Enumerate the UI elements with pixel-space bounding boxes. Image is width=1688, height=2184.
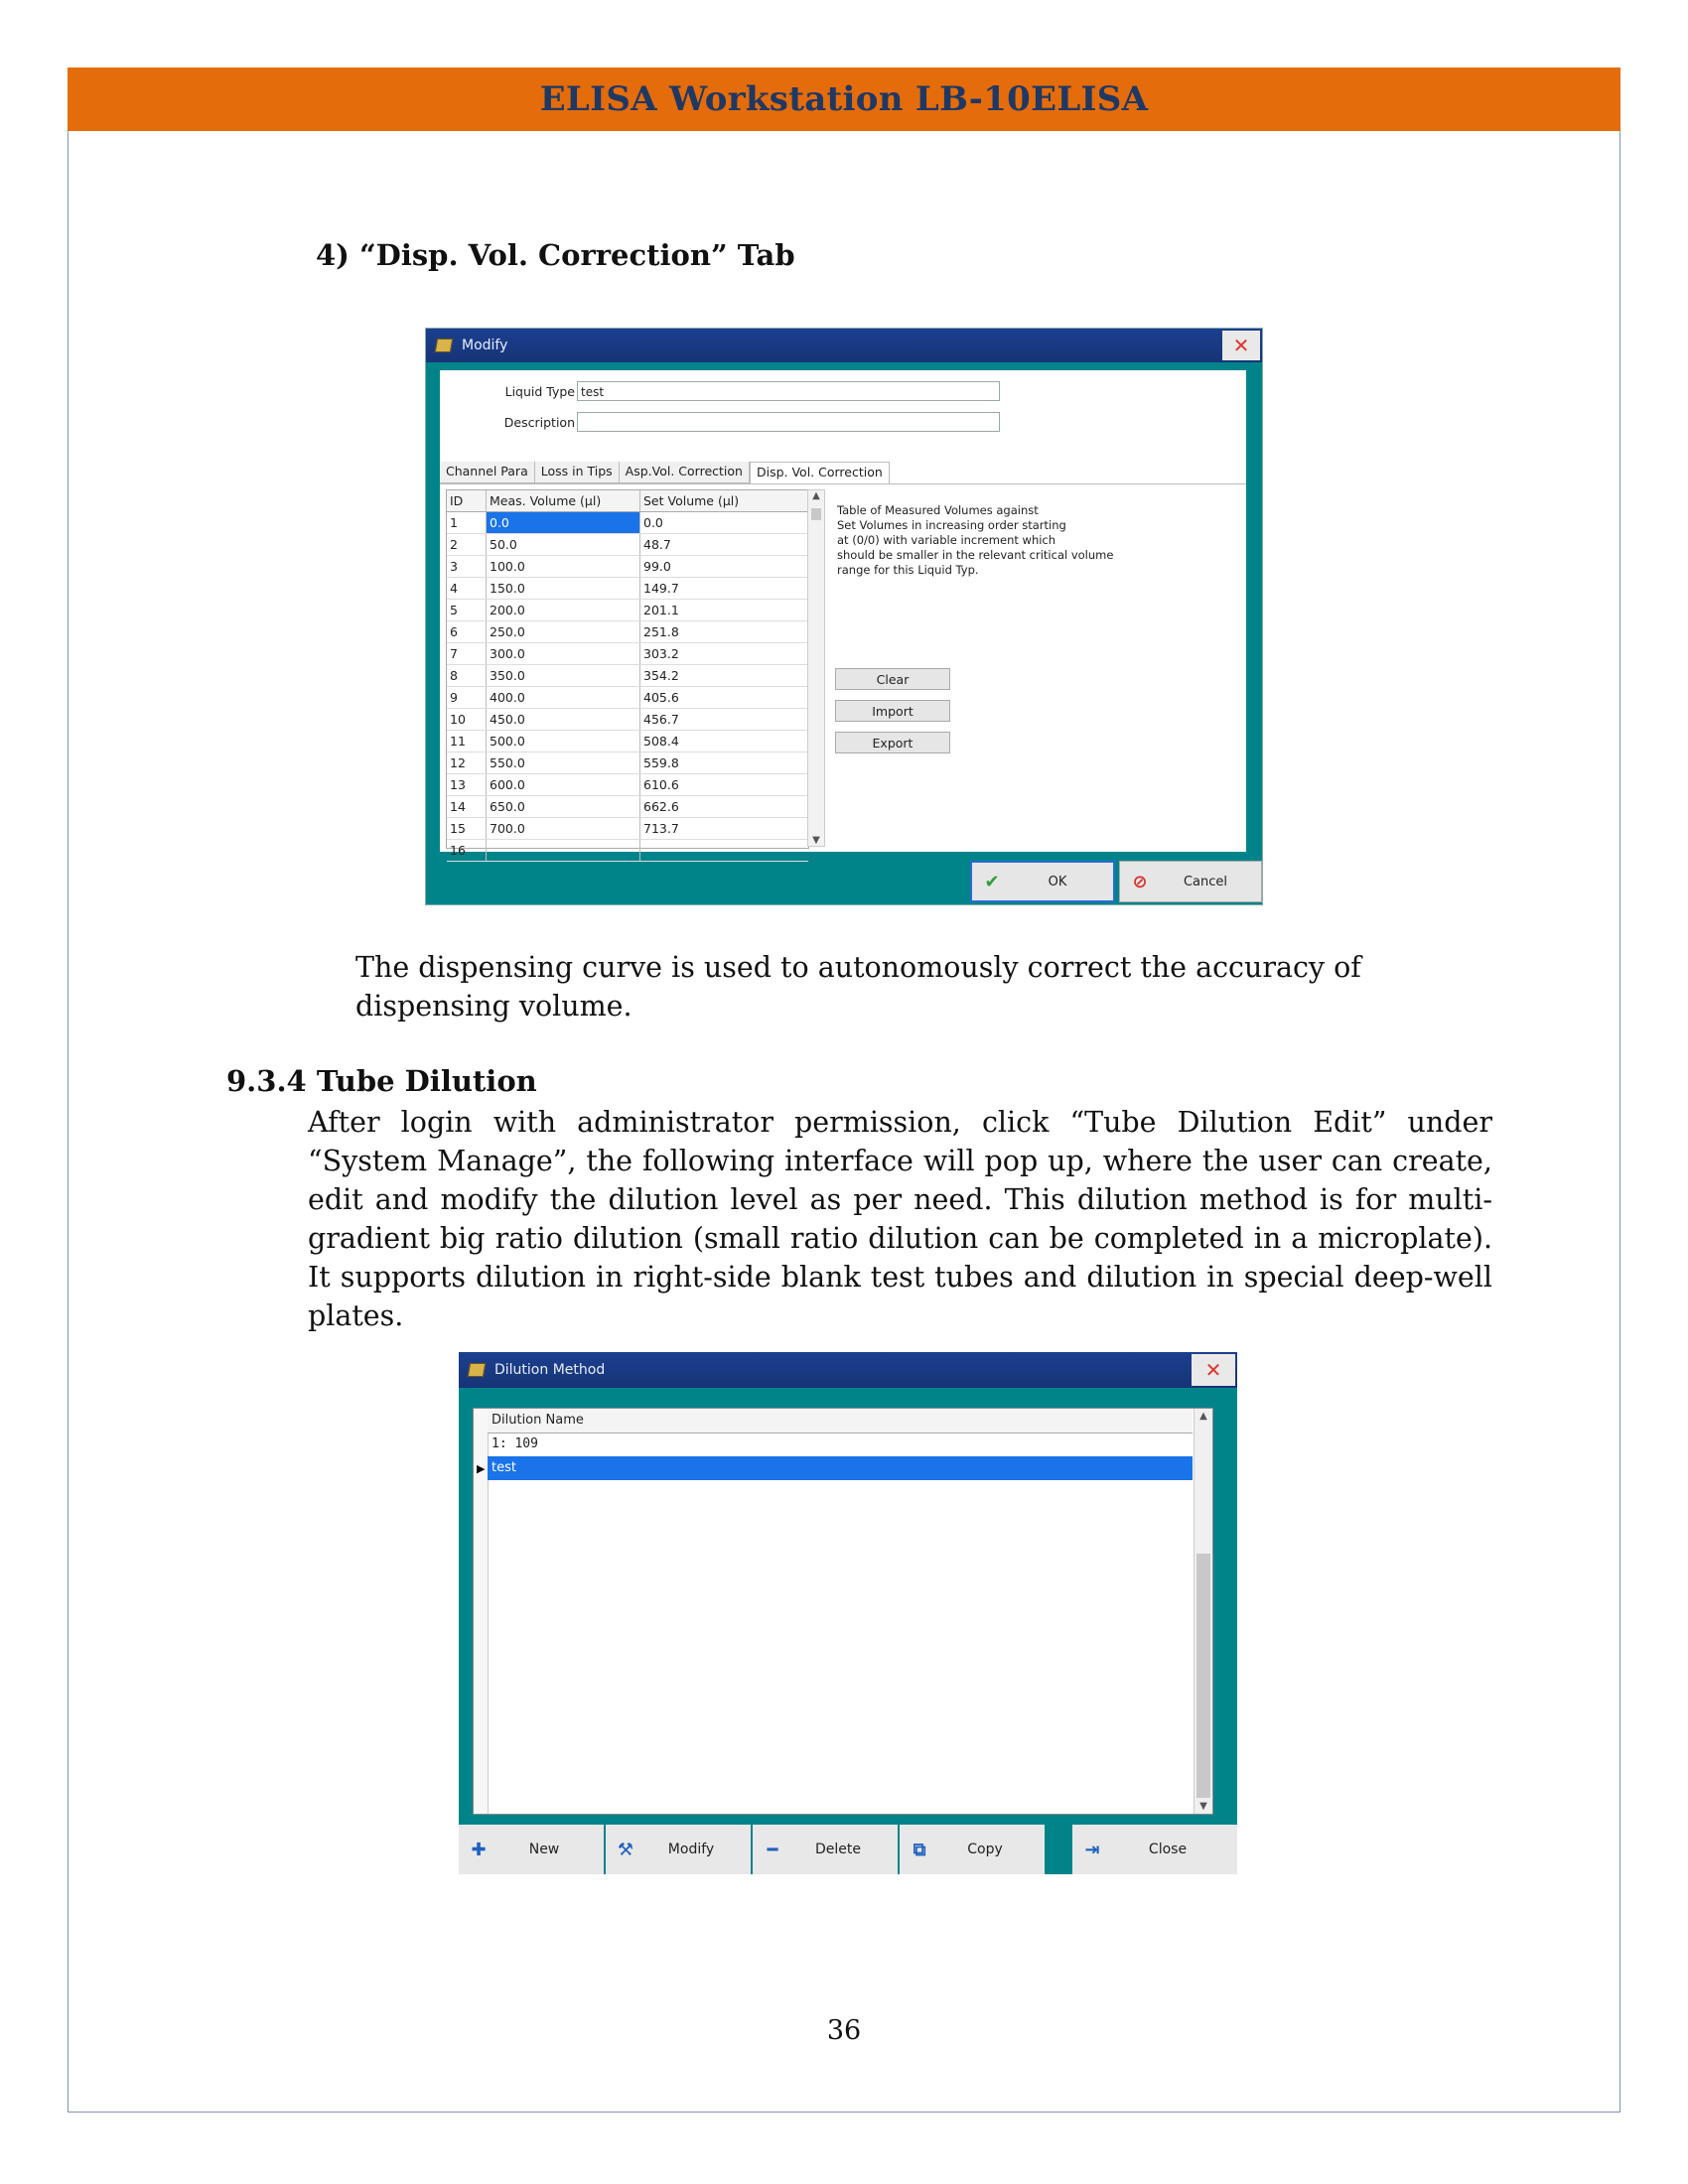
close-button[interactable]	[1072, 1825, 1237, 1874]
modify-titlebar	[426, 329, 1262, 362]
cell-meas-volume[interactable]: 100.0	[487, 556, 640, 577]
cancel-label: Cancel	[1183, 874, 1228, 889]
liquid-type-input[interactable]: test	[577, 381, 1000, 401]
app-icon	[468, 1363, 486, 1377]
cell-set-volume[interactable]: 303.2	[643, 646, 679, 661]
app-icon	[435, 339, 453, 352]
dilution-title: Dilution Method	[494, 1362, 606, 1378]
table-row[interactable]	[447, 512, 808, 534]
table-row[interactable]	[447, 665, 808, 687]
dilution-name-header: Dilution Name	[488, 1409, 1193, 1433]
table-header	[447, 490, 808, 512]
minus-icon: ━	[767, 1839, 778, 1860]
paragraph-tube-dilution: After login with administrator permission, click “Tube Dilution Edit” under “System Manage”, the following interface will pop up, where the user can create, edit and modify the dilution level as per need. This dilution method is for multi-gradient big ratio dilution (small ratio dilution can be completed in a microplate). It supports dilution in right-side blank test tubes and dilution in special deep-well plates.	[308, 1106, 1492, 1332]
table-row[interactable]	[447, 796, 808, 818]
scroll-thumb[interactable]	[811, 508, 821, 520]
scroll-up-icon[interactable]: ▲	[1199, 1411, 1207, 1422]
table-row[interactable]	[447, 534, 808, 556]
modify-title: Modify	[462, 338, 508, 353]
table-row[interactable]	[447, 687, 808, 709]
col-id-header: ID	[447, 490, 487, 511]
cell-set-volume[interactable]: 48.7	[643, 537, 671, 552]
cell-id[interactable]: 10	[447, 709, 487, 730]
cell-set-volume[interactable]	[640, 840, 806, 861]
scroll-thumb[interactable]	[1196, 1554, 1210, 1798]
wrench-icon: ⚒	[617, 1839, 634, 1860]
cell-id[interactable]: 11	[447, 731, 487, 751]
info-text: Table of Measured Volumes against Set Volumes in increasing order starting at (0/0) with variable increment which should be smaller in the relevant critical volume range for this Liquid Typ.	[837, 503, 1114, 577]
delete-label: Delete	[815, 1842, 861, 1857]
liquid-type-label: Liquid Type	[504, 384, 575, 399]
ok-button[interactable]	[970, 861, 1115, 902]
description-label: Description	[503, 415, 575, 430]
list-scrollbar[interactable]	[1194, 1409, 1212, 1814]
cell-id[interactable]: 9	[447, 687, 487, 708]
close-label: Close	[1148, 1842, 1188, 1857]
cell-meas-volume[interactable]: 300.0	[487, 643, 640, 664]
cell-meas-volume[interactable]: 600.0	[487, 774, 640, 795]
new-button[interactable]	[459, 1825, 606, 1874]
plus-icon: ✚	[471, 1839, 487, 1860]
table-row[interactable]	[447, 818, 808, 840]
close-icon[interactable]: ✕	[1192, 1354, 1235, 1386]
table-row[interactable]	[447, 621, 808, 643]
import-button[interactable]: Import	[835, 700, 950, 722]
table-row[interactable]	[447, 643, 808, 665]
clear-button[interactable]: Clear	[835, 668, 950, 690]
cell-id[interactable]: 4	[447, 578, 487, 599]
cell-set-volume[interactable]: 251.8	[643, 624, 679, 639]
cell-meas-volume[interactable]: 250.0	[487, 621, 640, 642]
cell-set-volume[interactable]: 662.6	[643, 799, 679, 814]
tab-channel-para[interactable]: Channel Para	[440, 462, 535, 483]
table-row[interactable]	[447, 840, 808, 862]
export-button[interactable]: Export	[835, 732, 950, 753]
table-row[interactable]	[447, 752, 808, 774]
tab-disp-vol-correction[interactable]: Disp. Vol. Correction	[750, 462, 890, 483]
paragraph-dispensing-curve: The dispensing curve is used to autonomously correct the accuracy of dispensing volume.	[355, 951, 1361, 1023]
table-row[interactable]	[447, 578, 808, 600]
modify-dialog	[425, 328, 1263, 905]
cell-meas-volume[interactable]: 450.0	[487, 709, 640, 730]
cell-set-volume[interactable]: 559.8	[643, 755, 679, 770]
table-scrollbar[interactable]	[807, 489, 825, 847]
copy-label: Copy	[967, 1842, 1003, 1857]
page-number: 36	[826, 2015, 862, 2046]
cell-meas-volume[interactable]: 500.0	[487, 731, 640, 751]
cell-meas-volume[interactable]: 200.0	[487, 600, 640, 620]
cell-id[interactable]: 16	[447, 840, 487, 861]
cell-set-volume[interactable]: 149.7	[643, 581, 679, 596]
cell-meas-volume[interactable]: 550.0	[487, 752, 640, 773]
section-title: 9.3.4 Tube Dilution	[226, 1064, 537, 1098]
table-row[interactable]	[447, 731, 808, 752]
copy-icon: ⧉	[913, 1839, 926, 1860]
cell-meas-volume[interactable]: 650.0	[487, 796, 640, 817]
dilution-dialog	[459, 1352, 1237, 1874]
tab-panel-divider	[440, 483, 1246, 484]
col-set-header: Set Volume (µl)	[643, 493, 740, 508]
col-meas-header: Meas. Volume (µl)	[487, 490, 640, 511]
tab-asp-vol-correction[interactable]: Asp.Vol. Correction	[620, 462, 750, 483]
cell-set-volume[interactable]: 0.0	[643, 515, 663, 530]
scroll-down-icon[interactable]: ▼	[1199, 1801, 1207, 1812]
delete-button[interactable]	[753, 1825, 900, 1874]
table-row[interactable]	[447, 600, 808, 621]
tab-loss-in-tips[interactable]: Loss in Tips	[535, 462, 620, 483]
table-row[interactable]	[447, 774, 808, 796]
cell-set-volume[interactable]: 456.7	[643, 712, 679, 727]
close-icon[interactable]: ✕	[1222, 331, 1260, 360]
ok-label: OK	[1048, 874, 1067, 889]
cell-meas-volume[interactable]: 0.0	[487, 512, 640, 533]
cell-meas-volume[interactable]: 700.0	[487, 818, 640, 839]
table-row[interactable]	[447, 709, 808, 731]
cell-id[interactable]: 3	[447, 556, 487, 577]
cell-meas-volume[interactable]: 400.0	[487, 687, 640, 708]
modify-button[interactable]	[606, 1825, 753, 1874]
cell-id[interactable]: 6	[447, 621, 487, 642]
cell-meas-volume[interactable]: 50.0	[487, 534, 640, 555]
cancel-icon: ⊘	[1132, 871, 1148, 892]
cell-id[interactable]: 5	[447, 600, 487, 620]
scroll-down-icon[interactable]: ▼	[812, 835, 820, 846]
cell-id[interactable]: 14	[447, 796, 487, 817]
modify-body	[440, 370, 1246, 858]
check-icon: ✔	[984, 871, 1000, 892]
step-title: 4) “Disp. Vol. Correction” Tab	[316, 238, 795, 272]
cell-meas-volume[interactable]: 150.0	[487, 578, 640, 599]
cell-set-volume[interactable]: 405.6	[643, 690, 679, 705]
cell-meas-volume[interactable]	[487, 840, 640, 861]
cancel-button[interactable]	[1119, 861, 1262, 902]
tab-strip	[440, 462, 890, 483]
cell-id[interactable]: 12	[447, 752, 487, 773]
cell-id[interactable]: 7	[447, 643, 487, 664]
table-row[interactable]	[447, 556, 808, 578]
cell-set-volume[interactable]: 610.6	[643, 777, 679, 792]
cell-set-volume[interactable]: 508.4	[643, 734, 679, 749]
header-bar	[68, 68, 1620, 131]
new-label: New	[528, 1842, 560, 1857]
cell-id[interactable]: 1	[447, 512, 487, 533]
list-item[interactable]: 1: 109	[492, 1436, 538, 1451]
exit-icon: ⇥	[1084, 1839, 1100, 1860]
dilution-titlebar	[459, 1352, 1237, 1388]
cell-set-volume[interactable]: 354.2	[643, 668, 679, 683]
cell-id[interactable]: 2	[447, 534, 487, 555]
list-item-selected[interactable]: test	[488, 1456, 1193, 1480]
current-row-marker-icon: ▶	[477, 1462, 486, 1475]
cell-set-volume[interactable]: 99.0	[643, 559, 671, 574]
cell-id[interactable]: 15	[447, 818, 487, 839]
header-title: ELISA Workstation LB-10ELISA	[539, 79, 1149, 119]
toolbar-gap	[1047, 1825, 1072, 1874]
scroll-up-icon[interactable]: ▲	[812, 490, 820, 501]
dilution-toolbar	[459, 1825, 1237, 1874]
copy-button[interactable]	[900, 1825, 1047, 1874]
cell-id[interactable]: 8	[447, 665, 487, 686]
cell-set-volume[interactable]: 201.1	[643, 603, 679, 617]
volume-table	[446, 489, 809, 858]
dilution-list	[473, 1408, 1213, 1815]
description-input[interactable]	[577, 412, 1000, 432]
modify-label: Modify	[667, 1842, 715, 1857]
cell-set-volume[interactable]: 713.7	[643, 821, 679, 836]
cell-meas-volume[interactable]: 350.0	[487, 665, 640, 686]
cell-id[interactable]: 13	[447, 774, 487, 795]
